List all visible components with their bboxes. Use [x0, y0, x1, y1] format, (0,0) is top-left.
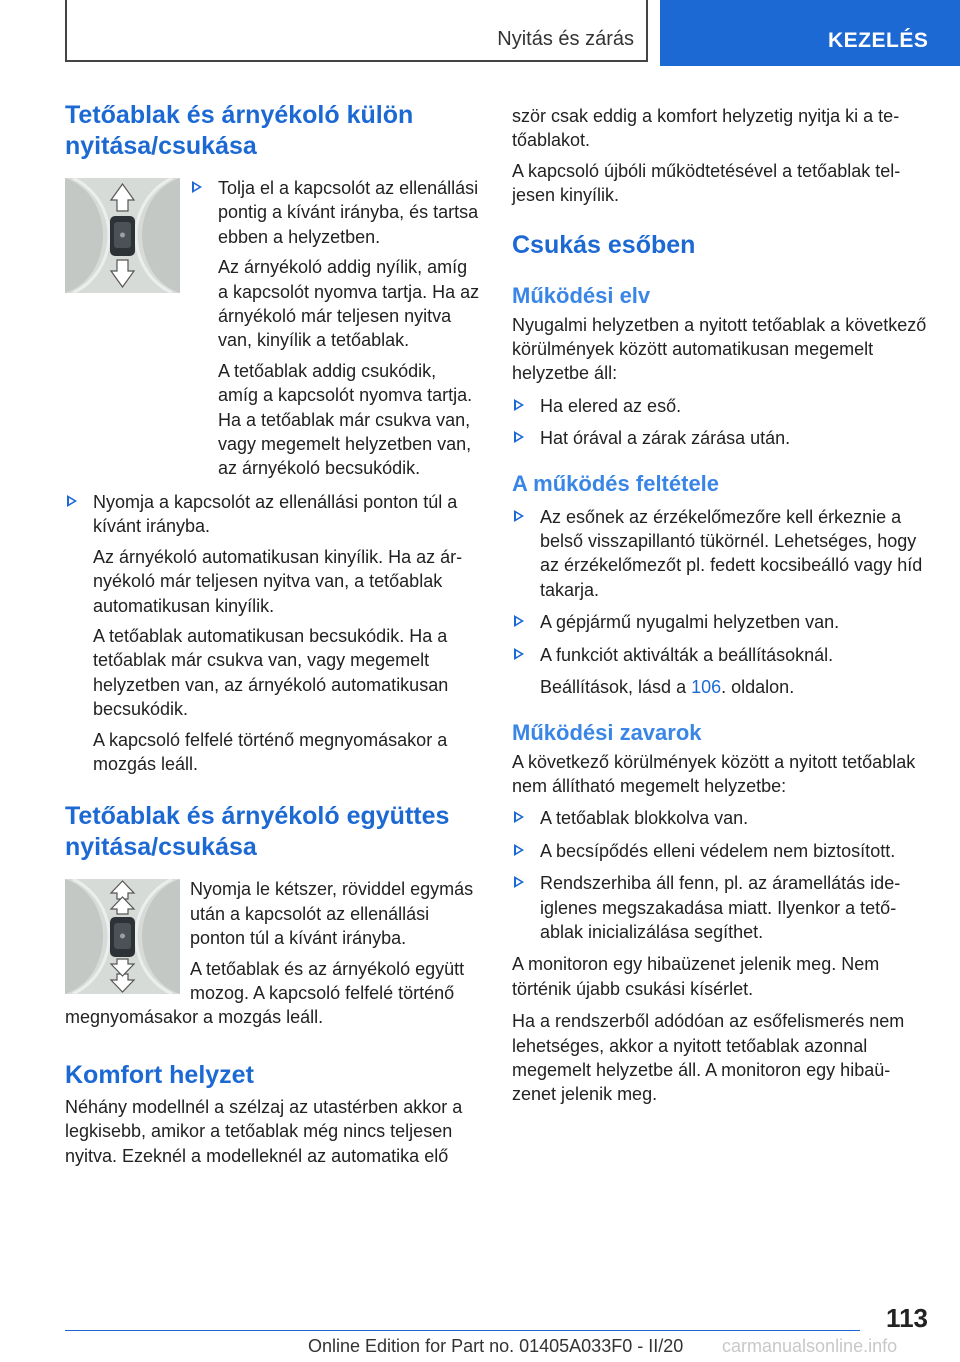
malfunction-paragraph: A következő körülmények között a nyitott tetőablak nem állítható megemelt helyzetbe:: [512, 751, 916, 796]
system-paragraph: Ha a rendszerből adódóan az esőfelismerés nem lehetséges, akkor a nyitott tetőablak azonnal megemelt helyzetbe áll. A monitoron egy hibaüzenet jelenik meg.: [512, 1011, 905, 1105]
list-item: A funkciót aktiválták a beállításoknál. Beállítások, lásd a 106. oldalon.: [512, 643, 927, 700]
right-column: [512, 104, 927, 1107]
bullet-triangle-icon: [514, 648, 524, 660]
section-title: Nyitás és zárás: [497, 28, 634, 50]
joint-instruction: Nyomja le kétszer, röviddel egymás után a kapcsolót az ellenállási ponton túl a kívánt irányba.: [190, 879, 474, 949]
bullet-triangle-icon: [514, 431, 524, 443]
heading-joint-open-close: Tetőablak és árnyékoló együttes nyitása/csukása: [65, 802, 450, 862]
bullet-triangle-icon: [192, 181, 202, 193]
monitor-paragraph: A monitoron egy hibaüzenet jelenik meg. Nem történik újabb csukási kísérlet.: [512, 954, 880, 999]
list-item: Hat órával a zárak zárása után.: [512, 426, 927, 450]
joint-result: A tetőablak és az árnyékoló együtt mozog. A kapcsoló felfelé történő megnyomásakor a mozgás leáll.: [65, 958, 465, 1028]
watermark: carmanualsonline.info: [722, 1336, 898, 1356]
bullet-triangle-icon: [514, 811, 524, 823]
settings-reference: Beállítások, lásd a 106. oldalon.: [540, 677, 795, 698]
bullet-triangle-icon: [514, 876, 524, 888]
list-item: Rendszerhiba áll fenn, pl. az áramellátás ideiglenes megszakadása miatt. Ilyenkor a tetőablak inicializálása segíthet.: [512, 871, 927, 944]
bullet-triangle-icon: [514, 510, 524, 522]
section-title-box: [65, 0, 648, 62]
list-item: A tetőablak blokkolva van.: [512, 806, 927, 830]
list-item: Nyomja a kapcsolót az ellenállási ponton túl a kívánt irányba. Az árnyékoló automatikusan kinyílik. Ha az árnyékoló már teljesen nyitva van, a tetőablak automatikusan kinyílik. A tetőablak automatikusan becsukódik. Ha a tetőablak már csukva van, vagy megemelt helyzetben van, az árnyékoló automatikusan becsukódik. A kapcsoló felfelé történő megnyomásakor a mozgás leáll.: [65, 490, 480, 776]
roof-switch-figure: [65, 178, 180, 293]
list-item: Ha elered az eső.: [512, 394, 927, 418]
footer-divider: [65, 1330, 860, 1331]
bullet-triangle-icon: [514, 844, 524, 856]
bullet-triangle-icon: [514, 399, 524, 411]
page-header: [0, 0, 960, 66]
heading-separate-open-close: Tetőablak és árnyékoló külön nyitása/csukása: [65, 101, 414, 160]
heading-malfunctions: Működési zavarok: [512, 719, 702, 745]
comfort-full-open: A kapcsoló újbóli működtetésével a tetőablak teljesen kinyílik.: [512, 160, 901, 206]
roof-switch-figure-2: [65, 879, 180, 994]
heading-principle: Működési elv: [512, 282, 651, 308]
comfort-continued: ször csak eddig a komfort helyzetig nyitja ki a tetőablakot.: [512, 106, 900, 151]
comfort-paragraph: Néhány modellnél a szélzaj az utastérben akkor a legkisebb, amikor a tetőablak még nincs teljesen nyitva. Ezeknél a modelleknél az automatika elő: [65, 1096, 463, 1166]
list-item: A becsípődés elleni védelem nem biztosított.: [512, 839, 927, 863]
page-link-106[interactable]: 106: [691, 677, 722, 698]
list-item: Az esőnek az érzékelőmezőre kell érkeznie a belső visszapillantó tükörnél. Lehetséges, hogy az érzékelőmezőt pl. fedett kocsibeálló vagy híd takarja.: [512, 505, 927, 603]
joint-section: [65, 877, 480, 1029]
bullet-triangle-icon: [67, 495, 77, 507]
chapter-tab[interactable]: [660, 0, 960, 66]
bullet-triangle-icon: [514, 615, 524, 627]
heading-comfort-position: Komfort helyzet: [65, 1060, 254, 1089]
principle-paragraph: Nyugalmi helyzetben a nyitott tetőablak a következő körülmények között automatikusan megemelt helyzetbe áll:: [512, 314, 927, 384]
list-item: Tolja el a kapcsolót az ellenállási pontig a kívánt irányba, és tartsa ebben a helyzetben. Az árnyékoló addig nyílik, amíg a kapcsolót nyomva tartja. Ha az árnyékoló már teljesen nyitva van, kinyílik a tetőablak. A tetőablak addig csukódik, amíg a kapcsolót nyomva tartja. Ha a tetőablak már csukva van, vagy megemelt helyzetben van, az árnyékoló becsukódik.: [190, 176, 480, 481]
heading-conditions: A működés feltétele: [512, 470, 720, 496]
left-column: [65, 100, 480, 1168]
edition-note: Online Edition for Part no. 01405A033F0 - II/20: [308, 1336, 684, 1356]
chapter-tab-label: KEZELÉS: [828, 29, 929, 52]
page-number: 113: [886, 1303, 928, 1333]
heading-close-in-rain: Csukás esőben: [512, 230, 696, 259]
separate-section: [65, 176, 480, 776]
list-item: A gépjármű nyugalmi helyzetben van.: [512, 610, 927, 634]
